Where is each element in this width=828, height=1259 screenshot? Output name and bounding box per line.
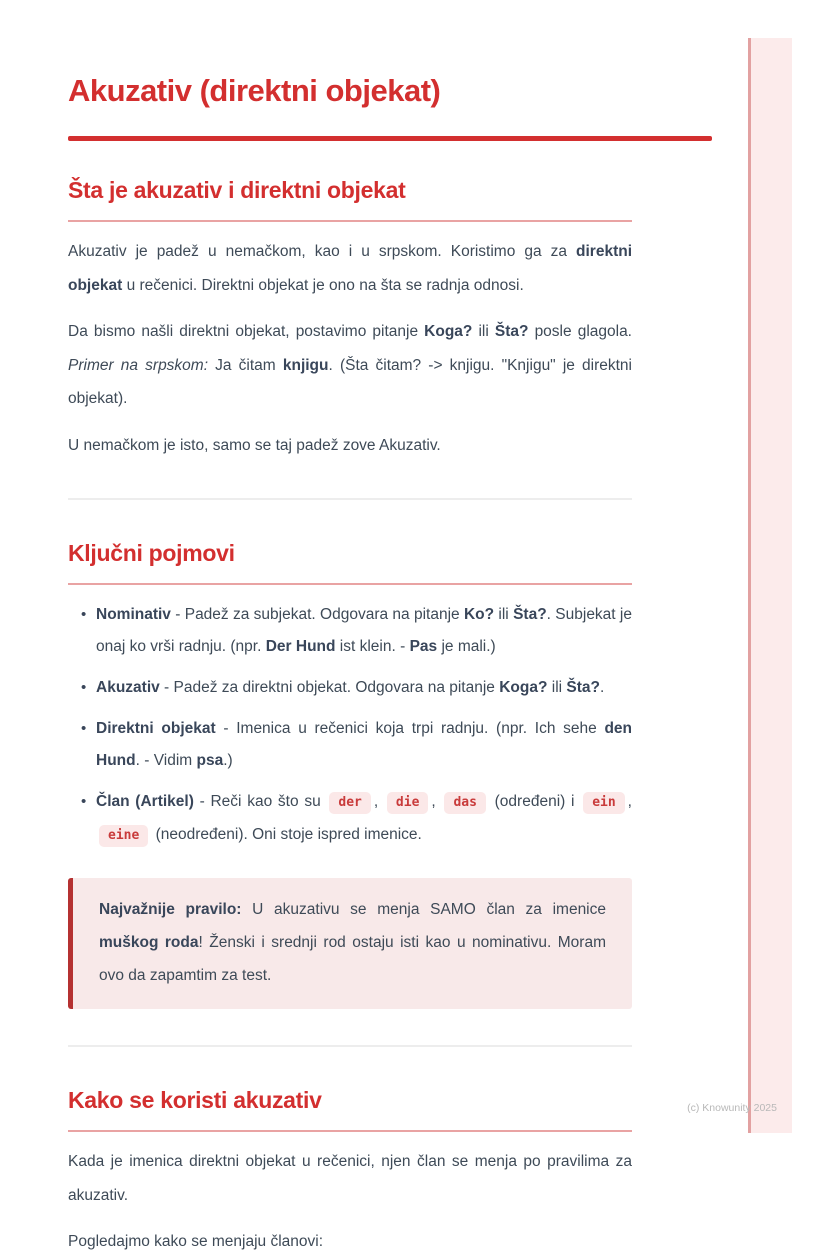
text-run: , <box>627 793 632 810</box>
text-run: Akuzativ je padež u nemačkom, kao i u srpskom. Koristimo ga za <box>68 243 577 260</box>
text-run: . (Šta čitam? -> knjigu. "Knjigu" je direktni objekat). <box>68 356 632 407</box>
text-run: ist klein. - <box>335 638 410 655</box>
text-run: je mali.) <box>437 638 496 655</box>
list-item <box>96 786 632 852</box>
bold-text: Član (Artikel) <box>96 793 194 810</box>
bold-text: Direktni objekat <box>96 720 216 737</box>
text-run: Da bismo našli direktni objekat, postavimo pitanje <box>68 323 425 340</box>
article-chip: ein <box>583 792 624 814</box>
section-what-is-accusative <box>68 175 632 462</box>
bold-text: Šta? <box>566 679 600 696</box>
bold-text: Ko? <box>463 606 495 623</box>
text-run: - Reči kao što su <box>193 793 327 810</box>
bold-text: Najvažnije pravilo: <box>99 901 242 918</box>
text-run: , <box>431 793 442 810</box>
text-run: . Subjekat je onaj ko vrši radnju. (npr. <box>96 606 632 655</box>
bold-text: psa <box>196 752 224 769</box>
text-run: U nemačkom je isto, samo se taj padež zove Akuzativ. <box>68 436 441 454</box>
text-run: . - Vidim <box>135 752 197 769</box>
bold-text: direktni objekat <box>68 243 632 294</box>
paragraph <box>68 1145 632 1212</box>
bold-text: Pas <box>409 638 438 655</box>
article-chip: die <box>387 792 428 814</box>
section-heading: Kako se koristi akuzativ <box>68 1087 322 1113</box>
section-heading: Ključni pojmovi <box>68 540 235 566</box>
bold-text: den Hund <box>96 720 632 769</box>
page-title: Akuzativ (direktni objekat) <box>68 73 441 108</box>
text-run: - Padež za direktni objekat. Odgovara na pitanje <box>159 679 500 696</box>
section-underline <box>68 220 632 222</box>
italic-text: Primer na srpskom: <box>68 356 209 374</box>
text-run: ! Ženski i srednji rod ostaju isti kao u nominativu. Moram ovo da zapamtim za test. <box>99 934 606 984</box>
paragraph <box>68 235 632 302</box>
bold-text: Šta? <box>513 606 547 623</box>
paragraph <box>68 429 632 463</box>
list-item <box>96 713 632 777</box>
section-underline <box>68 1130 632 1132</box>
text-run: , <box>373 793 384 810</box>
title-underline <box>68 136 712 141</box>
text-run: - Padež za subjekat. Odgovara na pitanje <box>170 606 464 623</box>
text-run: ili <box>494 606 514 623</box>
bold-text: knjigu <box>282 356 329 374</box>
text-run: . <box>600 679 605 696</box>
important-rule-callout <box>68 878 632 1009</box>
section-underline <box>68 583 632 585</box>
bold-text: Der Hund <box>265 638 336 655</box>
list-item <box>96 599 632 663</box>
list-item <box>96 672 632 704</box>
copyright-notice: (c) Knowunity 2025 <box>687 1102 777 1114</box>
text-run: (određeni) i <box>488 793 581 810</box>
section-how-to-use <box>68 1085 632 1259</box>
side-accent-stripe <box>748 38 792 1133</box>
article-chip: das <box>444 792 485 814</box>
text-run: u rečenici. Direktni objekat je ono na šta se radnja odnosi. <box>122 276 524 294</box>
section-heading: Šta je akuzativ i direktni objekat <box>68 177 406 203</box>
article-chip: der <box>329 792 370 814</box>
bold-text: muškog roda <box>99 934 199 951</box>
text-run: posle glagola. <box>528 323 632 340</box>
text-run: .) <box>223 752 233 769</box>
section-divider <box>68 1045 632 1047</box>
text-run: Pogledajmo kako se menjaju članovi: <box>68 1233 324 1250</box>
text-run: (neodređeni). Oni stoje ispred imenice. <box>151 826 422 843</box>
page-content <box>68 0 632 1259</box>
text-run: Kada je imenica direktni objekat u rečenici, njen član se menja po pravilima za akuzativ. <box>68 1153 632 1204</box>
bold-text: Koga? <box>424 323 473 340</box>
bold-text: Koga? <box>499 679 548 696</box>
text-run: - Imenica u rečenici koja trpi radnju. (npr. Ich sehe <box>215 720 605 737</box>
text-run: Ja čitam <box>208 356 283 374</box>
text-run: ili <box>472 323 495 340</box>
article-chip: eine <box>99 825 148 847</box>
bold-text: Nominativ <box>96 606 171 623</box>
key-terms-list <box>68 599 632 852</box>
text-run: ili <box>547 679 567 696</box>
bold-text: Akuzativ <box>96 679 160 696</box>
text-run: U akuzativu se menja SAMO član za imenice <box>241 901 607 918</box>
section-divider <box>68 498 632 500</box>
paragraph <box>68 1225 632 1259</box>
bold-text: Šta? <box>494 323 529 340</box>
section-key-terms <box>68 538 632 1009</box>
paragraph <box>68 315 632 416</box>
